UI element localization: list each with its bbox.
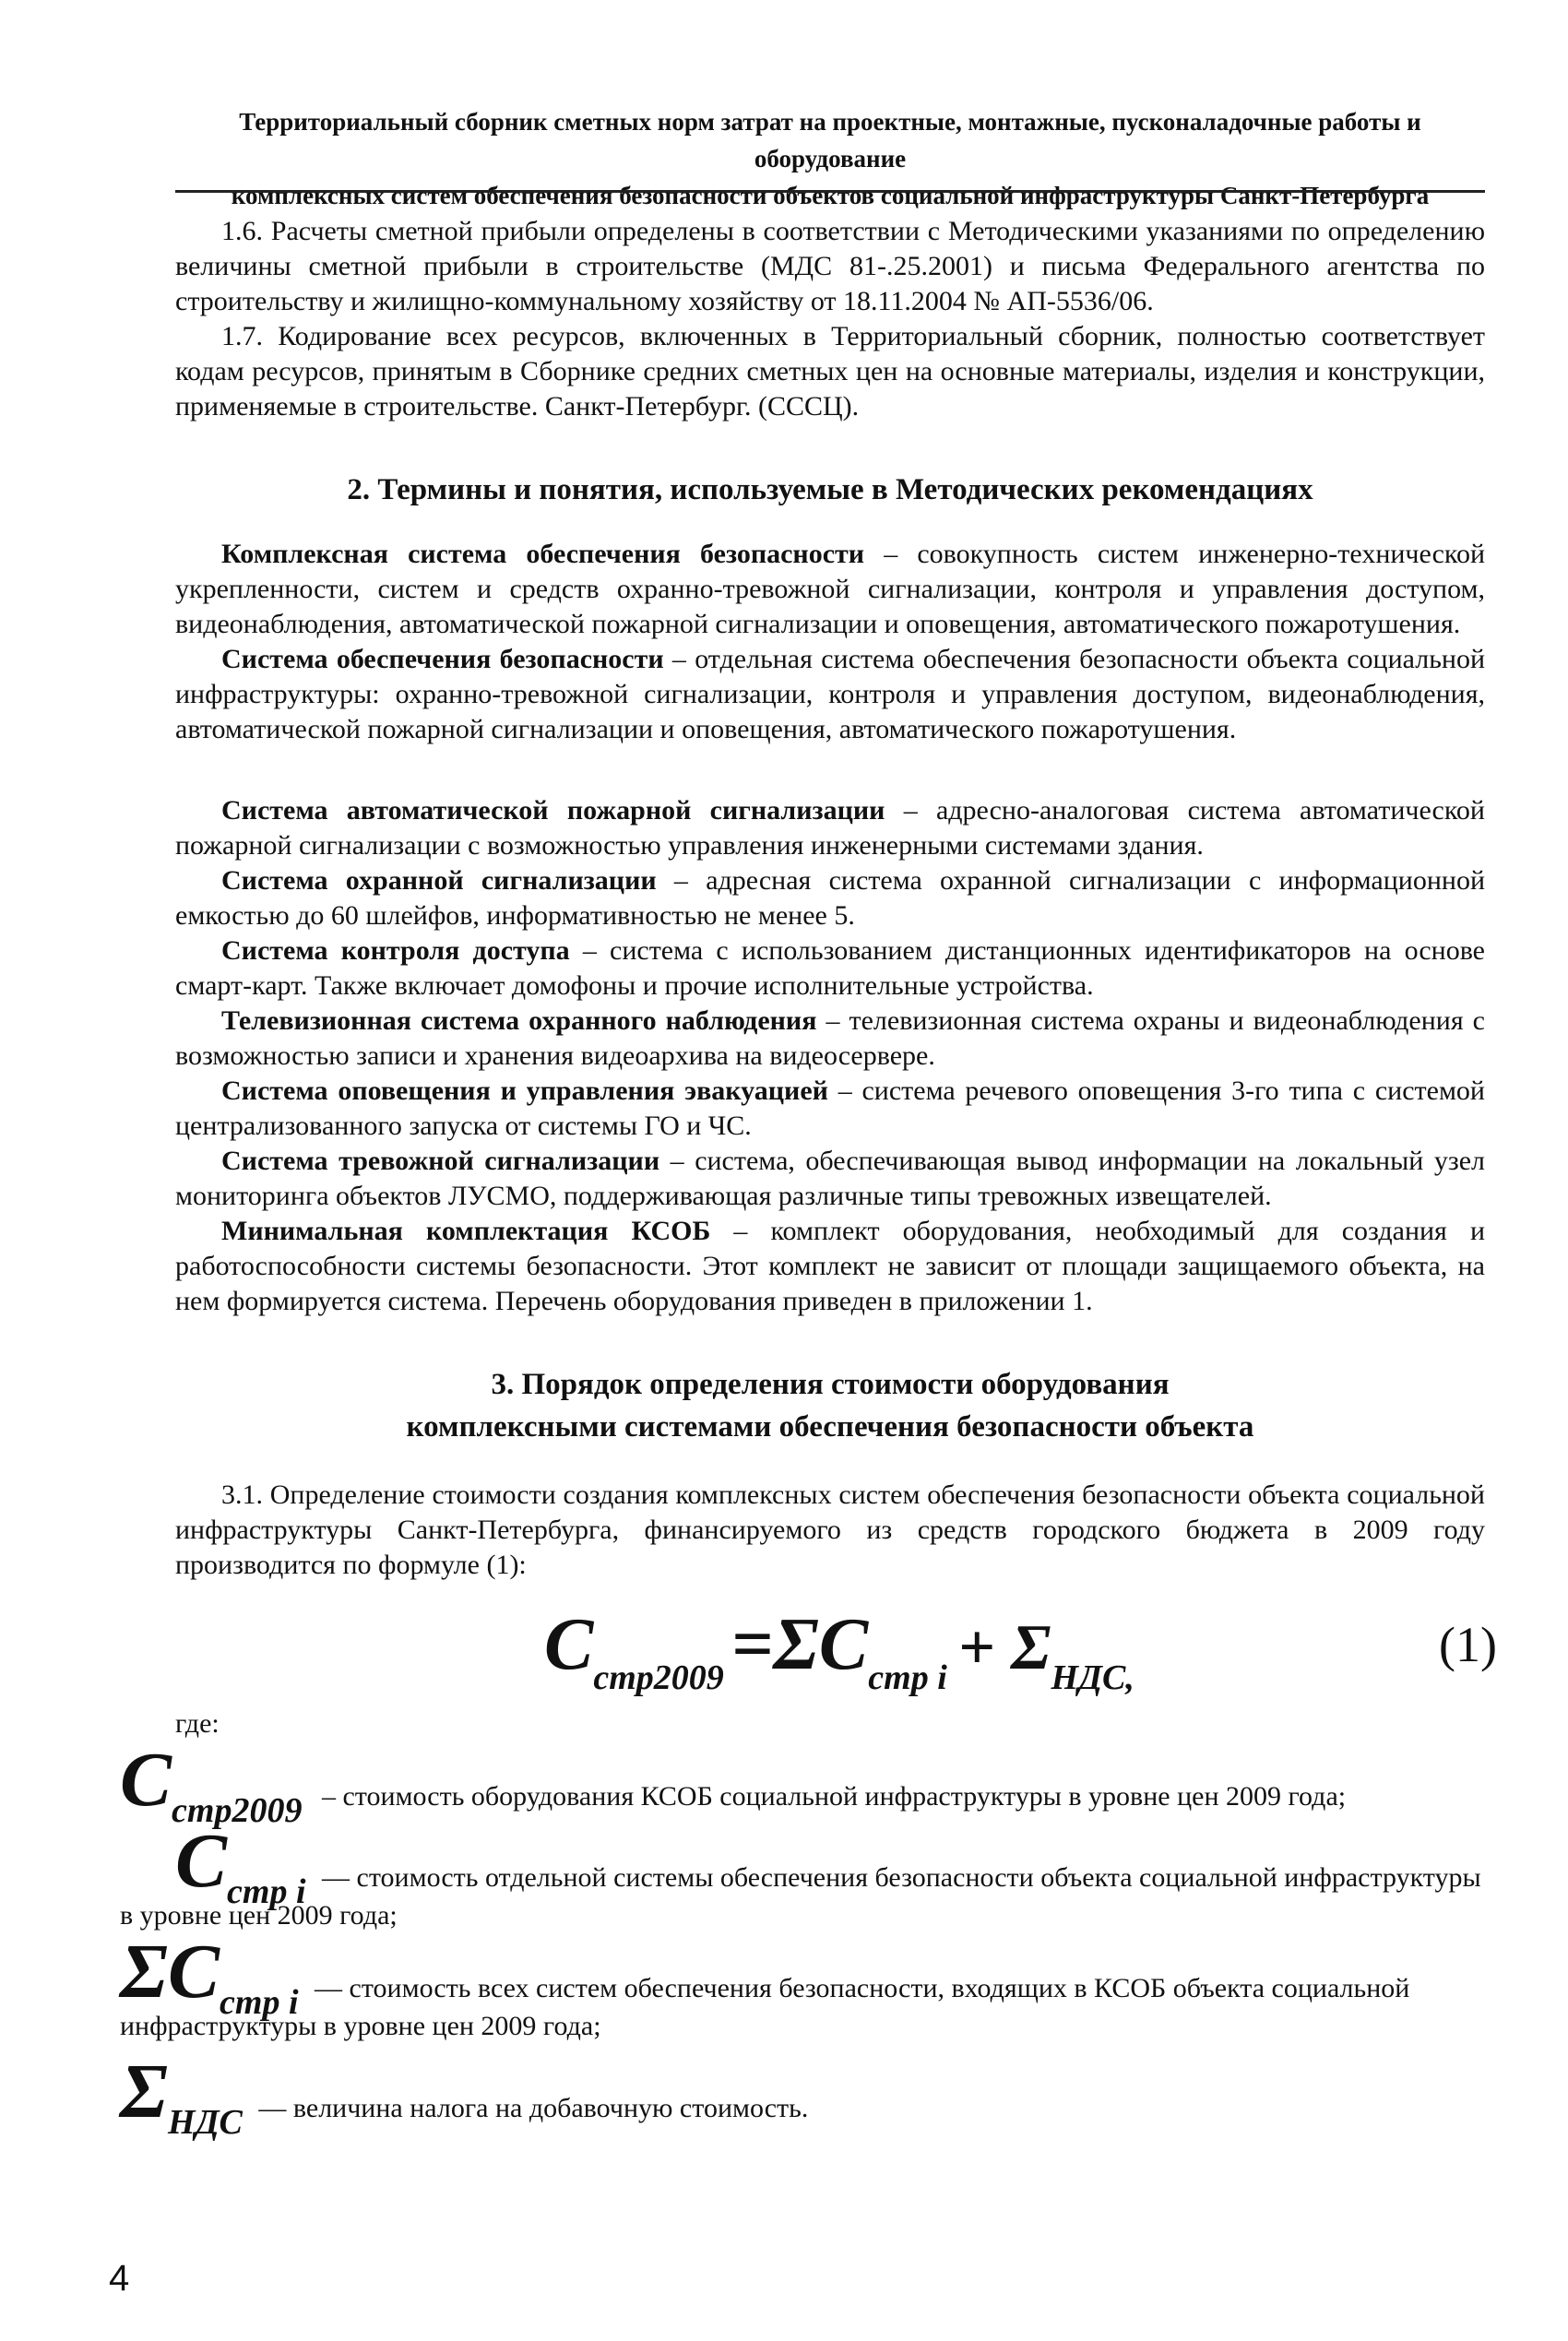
term-name: Система тревожной сигнализации <box>221 1146 660 1176</box>
section-3-heading <box>175 1363 1485 1448</box>
formula-sum-subscript: стр i <box>868 1658 947 1697</box>
header-line-2: комплексных систем обеспечения безопасности объектов социальной инфраструктуры Санкт-Петербурга <box>231 182 1430 209</box>
definition-item <box>120 1929 1485 2044</box>
term-definition: – адресная система охранной сигнализации с информационной емкостью до 60 шлейфов, информативностью не менее 5. <box>175 865 1486 931</box>
paragraph-1-6: 1.6. Расчеты сметной прибыли определены в соответствии с Методическими указаниями по определению величины сметной прибыли в строительстве (МДС 81-.25.2001) и письма Федерального агентства по строительству и жилищно-коммунальному хозяйству от 18.11.2004 № АП-5536/06. <box>175 216 1485 316</box>
section-2-heading: 2. Термины и понятия, используемые в Методических рекомендациях <box>347 473 1313 506</box>
term-item <box>175 793 1485 863</box>
term-name: Телевизионная система охранного наблюдения <box>221 1005 817 1036</box>
paragraph-3-1: 3.1. Определение стоимости создания комплексных систем обеспечения безопасности объекта социальной инфраструктуры Санкт-Петербурга, финансируемого из средств городского бюджета в 2009 году производится по формуле (1): <box>175 1479 1485 1580</box>
section-1-paragraphs <box>175 214 1485 424</box>
symbol-letter: ΣC <box>120 1929 220 2014</box>
term-name: Комплексная система обеспечения безопасности <box>221 539 865 569</box>
formula-number: (1) <box>1439 1617 1497 1672</box>
term-name: Система охранной сигнализации <box>221 865 657 896</box>
symbol-subscript: стр i <box>220 1983 299 2022</box>
symbol-letter: Σ <box>120 2049 169 2134</box>
definition-item <box>120 1737 1485 1830</box>
term-name: Система контроля доступа <box>221 935 570 966</box>
page-number: 4 <box>109 2258 130 2299</box>
definition-text: — величина налога на добавочную стоимость. <box>258 2093 809 2123</box>
terms-block-1 <box>175 537 1485 747</box>
definition-text: — стоимость отдельной системы обеспечения безопасности объекта социальной инфраструктуры в уровне цен 2009 года; <box>120 1862 1481 1931</box>
definition-text: – стоимость оборудования КСОБ социальной инфраструктуры в уровне цен 2009 года; <box>321 1781 1347 1812</box>
where-label: где: <box>175 1708 220 1739</box>
term-name: Система оповещения и управления эвакуацией <box>221 1075 828 1106</box>
term-definition: – система с использованием дистанционных идентификаторов на основе смарт-карт. Также включает домофоны и прочие исполнительные устройства. <box>175 935 1485 1001</box>
paragraph-3-1-block <box>175 1478 1485 1583</box>
section-3-heading-line-1: 3. Порядок определения стоимости оборудования <box>491 1368 1170 1401</box>
terms-block-2 <box>175 793 1485 1319</box>
term-item <box>175 1144 1485 1214</box>
term-name: Система обеспечения безопасности <box>221 644 664 674</box>
formula-sum: =ΣC <box>731 1604 869 1685</box>
term-item <box>175 642 1485 747</box>
formula-lhs: C <box>544 1604 594 1685</box>
definition-symbol <box>120 2049 243 2142</box>
header-line-1: Территориальный сборник сметных норм затрат на проектные, монтажные, пусконаладочные работы и оборудование <box>239 108 1421 172</box>
header-divider <box>175 190 1485 193</box>
term-item <box>175 1214 1485 1319</box>
formula-vat-sum: + Σ <box>957 1612 1051 1683</box>
term-definition: – адресно-аналоговая система автоматической пожарной сигнализации с возможностью управления инженерными системами здания. <box>175 795 1485 861</box>
definition-item <box>120 1818 1485 1933</box>
definition-text: — стоимость всех систем обеспечения безопасности, входящих в КСОБ объекта социальной инфраструктуры в уровне цен 2009 года; <box>120 1973 1410 2041</box>
definition-symbol <box>120 1737 303 1830</box>
paragraph-1-7: 1.7. Кодирование всех ресурсов, включенных в Территориальный сборник, полностью соответствует кодам ресурсов, принятым в Сборнике средних сметных цен на основные материалы, изделия и конструкции, применяемые в строительстве. Санкт-Петербург. (СССЦ). <box>175 321 1485 422</box>
term-definition: – совокупность систем инженерно-технической укрепленности, систем и средств охранно-тревожной сигнализации, контроля и управления доступом, видеонаблюдения, автоматической пожарной сигнализации и оповещения, автоматического пожаротушения. <box>175 539 1485 639</box>
symbol-subscript: стр i <box>227 1872 306 1911</box>
symbol-letter: C <box>175 1818 228 1904</box>
term-item <box>175 1074 1485 1144</box>
term-item <box>175 1004 1485 1074</box>
formula-1 <box>544 1603 1134 1697</box>
term-item <box>175 863 1485 933</box>
term-item <box>175 537 1485 642</box>
definition-item <box>120 2049 1485 2142</box>
term-definition: – система, обеспечивающая вывод информации на локальный узел мониторинга объектов ЛУСМО, поддерживающая различные типы тревожных извещателей. <box>175 1146 1485 1211</box>
term-definition: – комплект оборудования, необходимый для создания и работоспособности системы безопасности. Этот комплект не зависит от площади защищаемого объекта, на нем формируется система. Перечень оборудования приведен в приложении 1. <box>175 1216 1486 1316</box>
definition-symbol <box>175 1818 306 1911</box>
term-name: Система автоматической пожарной сигнализации <box>221 795 885 826</box>
symbol-subscript: стр2009 <box>172 1791 303 1830</box>
section-3-heading-line-2: комплексными системами обеспечения безопасности объекта <box>406 1410 1254 1444</box>
term-definition: – телевизионная система охраны и видеонаблюдения с возможностью записи и хранения видеоархива на видеосервере. <box>175 1005 1485 1071</box>
definition-symbol <box>120 1929 299 2022</box>
term-definition: – отдельная система обеспечения безопасности объекта социальной инфраструктуры: охранно-тревожной сигнализации, контроля и управления доступом, видеонаблюдения, автоматической пожарной сигнализации и оповещения, автоматического пожаротушения. <box>175 644 1486 744</box>
term-item <box>175 933 1485 1004</box>
formula-lhs-subscript: стр2009 <box>593 1658 724 1697</box>
term-name: Минимальная комплектация КСОБ <box>221 1216 711 1246</box>
symbol-subscript: НДС <box>168 2103 243 2142</box>
term-definition: – система речевого оповещения 3-го типа с системой централизованного запуска от системы ГО и ЧС. <box>175 1075 1485 1141</box>
running-header <box>175 103 1485 214</box>
formula-vat-subscript: НДС, <box>1051 1658 1134 1697</box>
symbol-letter: C <box>120 1737 172 1823</box>
